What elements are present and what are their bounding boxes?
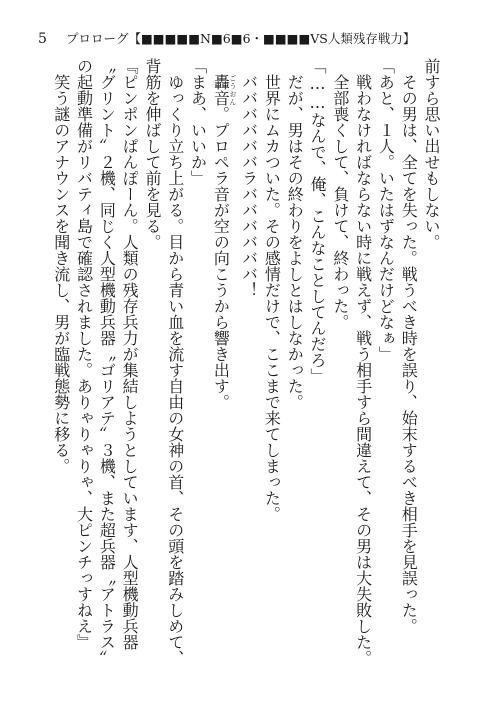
page-header: [0, 0, 500, 60]
paragraph: 世界にムカついた。その感情だけで、ここまで来てしまった。: [262, 74, 282, 522]
running-title: プロローグ【■■■■■N■6■6・■■■■VS人類残存戦力】: [66, 31, 416, 46]
dialogue-line: 「あと、１人。いたはずなんだけどなぁ」: [376, 58, 396, 362]
page-number: 5: [38, 31, 47, 47]
vertical-body-text: [24, 58, 442, 678]
sound-effect-line: ババババババラババババババ！: [239, 74, 259, 298]
paragraph: だが、男はその終わりをよしとはしなかった。: [285, 74, 305, 410]
dialogue-line: 「まあ、いいか」: [188, 58, 208, 186]
dialogue-line: 「……なんで、俺、こんなことしてんだろ」: [308, 58, 328, 384]
paragraph: その男は、全てを失った。戦うべき時を誤り、始末するべき相手を見誤った。: [399, 74, 419, 634]
paragraph: 轟音ごうおん。プロペラ音が空の向こうから響き出す。: [211, 74, 237, 410]
paragraph: 笑う謎のアナウンスを聞き流し、男が臨戦態勢に移る。: [51, 74, 71, 474]
paragraph: 全部喪くして、負けて、終わった。: [330, 74, 350, 330]
paragraph: 前すら思い出せもしない。: [422, 58, 441, 250]
paragraph: ゆっくり立ち上がる。目から青い血を流す自由の女神の首、その頭を踏みしめて、背筋を伸ばして前を見る。: [142, 58, 185, 666]
paragraph: 戦わなければならない時に戦えず、戦う相手すら間違えて、その男は大失敗した。: [353, 74, 373, 666]
ruby-word: 轟音ごうおん: [211, 74, 237, 106]
announcement-line: 『ピンポンぱんぽーん。人類の残存兵力が集結しようとしています、人型機動兵器〝グリント〟２機、同じく人型機動兵器〝ゴリアテ〟３機、また超兵器〝アトラス〟の起動準備がリバティ島で確認されました。ありゃりゃりゃ、大ピンチっすねえ』: [74, 58, 140, 666]
